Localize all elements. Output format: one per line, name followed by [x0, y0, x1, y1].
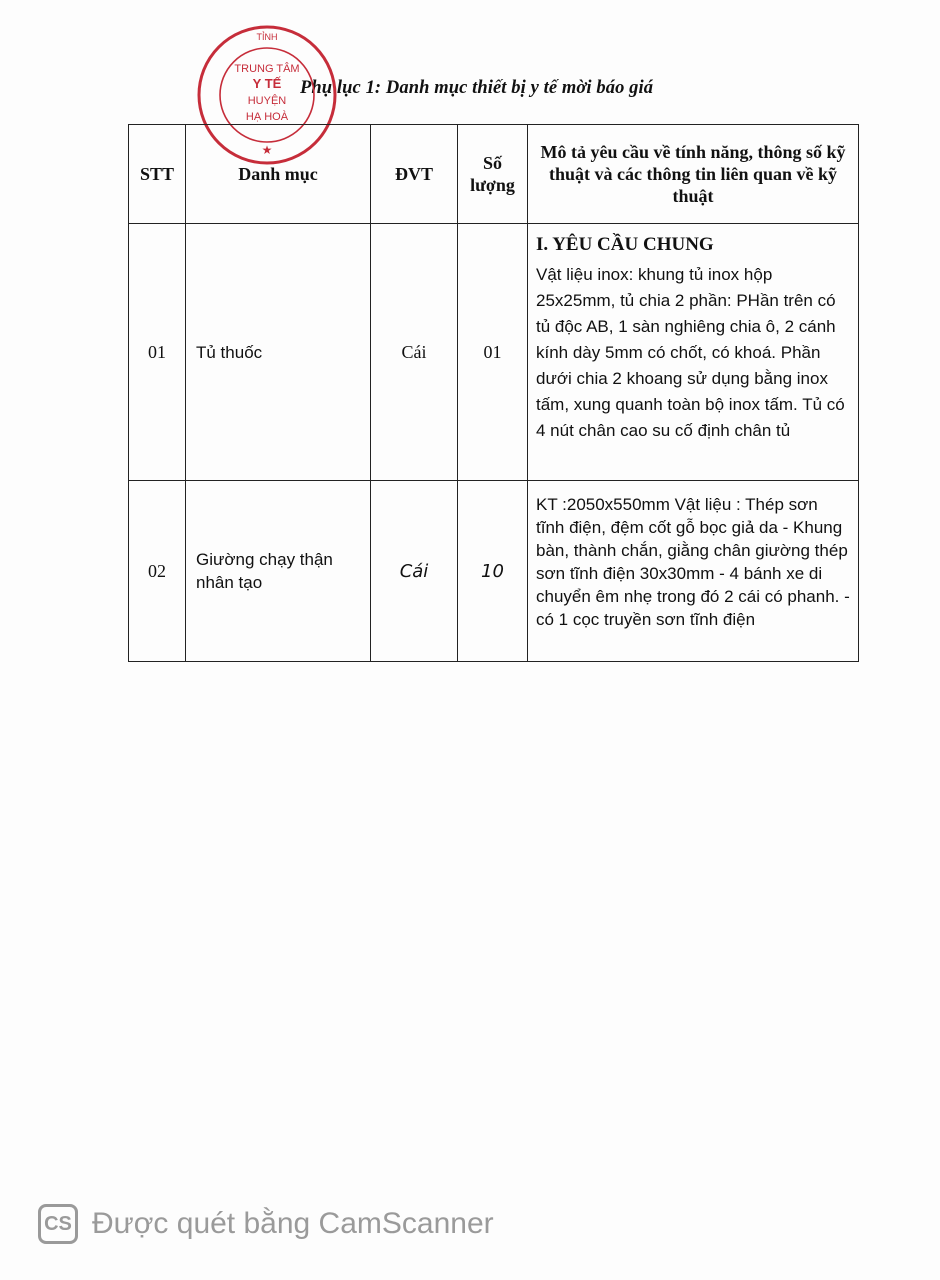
seal-line-1: TRUNG TÂM	[234, 63, 300, 75]
seal-top-text: TỈNH	[256, 32, 278, 42]
equipment-table	[128, 124, 859, 662]
table-header-row	[129, 125, 859, 224]
seal-line-4: HẠ HOÀ	[245, 111, 289, 123]
row-qty: 01	[458, 224, 528, 481]
table-row	[129, 481, 859, 662]
header-unit: ĐVT	[371, 125, 458, 224]
row-desc-text: Vật liệu inox: khung tủ inox hộp 25x25mm, tủ chia 2 phần: PHần trên có tủ độc AB, 1 sàn nghiêng chia ô, 2 cánh kính dày 5mm có chốt, có khoá. Phần dưới chia 2 khoang sử dụng bằng inox tấm, xung quanh toàn bộ inox tấm. Tủ có 4 nút chân cao su cố định chân tủ	[536, 265, 845, 440]
seal-line-2: Y TẾ	[252, 76, 282, 91]
watermark-text: Được quét bằng CamScanner	[92, 1207, 494, 1240]
header-qty-line2: lượng	[470, 175, 515, 195]
row-unit-handwritten: Cái	[371, 481, 458, 662]
seal-line-3: HUYỆN	[247, 95, 287, 107]
seal-star-icon: ★	[261, 143, 273, 157]
document-title: Phụ lục 1: Danh mục thiết bị y tế mời báo giá	[300, 78, 654, 98]
camscanner-logo-icon: CS	[38, 1204, 78, 1244]
header-qty-line1: Số	[482, 153, 502, 173]
row-stt: 02	[129, 481, 186, 662]
row-desc	[528, 224, 859, 481]
scanner-watermark	[38, 1204, 494, 1244]
header-desc: Mô tả yêu cầu về tính năng, thông số kỹ thuật và các thông tin liên quan về kỹ thuật	[528, 125, 859, 224]
header-stt: STT	[129, 125, 186, 224]
row-unit: Cái	[371, 224, 458, 481]
row-stt: 01	[129, 224, 186, 481]
row-qty-handwritten: 10	[458, 481, 528, 662]
section-heading: I. YÊU CẦU CHUNG	[536, 234, 714, 255]
row-desc	[528, 481, 859, 662]
header-qty	[458, 125, 528, 224]
header-name: Danh mục	[186, 125, 371, 224]
row-name: Giường chạy thận nhân tạo	[186, 481, 371, 662]
row-desc-text: KT :2050x550mm Vật liệu : Thép sơn tĩnh điện, đệm cốt gỗ bọc giả da - Khung bàn, thành chắn, giằng chân giường thép sơn tĩnh điện 30x30mm - 4 bánh xe di chuyển êm nhẹ trong đó 2 cái có phanh. -có 1 cọc truyền sơn tĩnh điện	[536, 495, 850, 629]
table-row	[129, 224, 859, 481]
row-name: Tủ thuốc	[186, 224, 371, 481]
